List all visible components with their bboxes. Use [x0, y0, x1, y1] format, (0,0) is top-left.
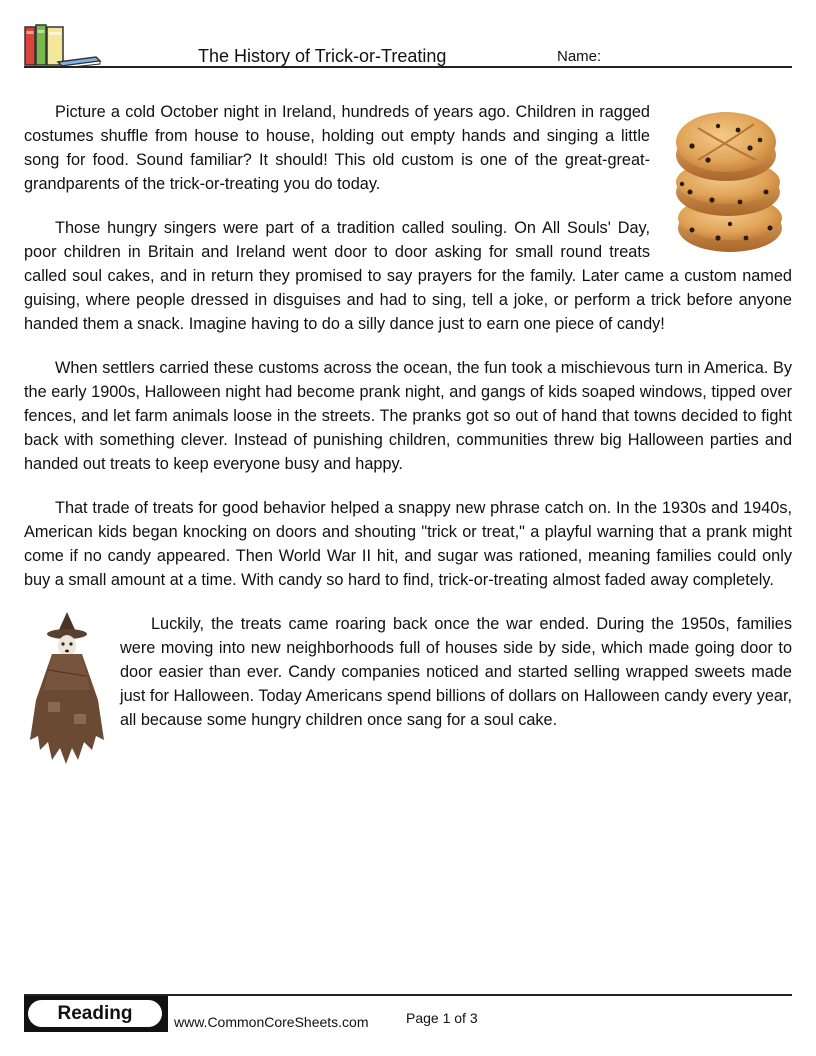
name-label: Name: [557, 48, 602, 65]
books-logo-icon [24, 22, 104, 68]
page-title: The History of Trick-or-Treating [198, 46, 447, 66]
page-footer [24, 994, 792, 1040]
reading-tab [24, 996, 168, 1032]
header-divider [24, 66, 792, 68]
site-url: www.CommonCoreSheets.com [174, 1014, 369, 1030]
paragraph-5: Luckily, the treats came roaring back once the war ended. During the 1950s, families were moving into new neighborhoods full of houses side by side, which made going door to door easier than ever. Candy companies noticed and started selling wrapped sweets made just for Halloween. Today Americans spend billions of dollars on Halloween candy every year, all because some hungry children once sang for a soul cake. [120, 615, 792, 729]
page-number: Page 1 of 3 [406, 1010, 478, 1026]
scarecrow-costume-image [28, 610, 106, 770]
paragraph-1: Picture a cold October night in Ireland, hundreds of years ago. Children in ragged costumes shuffle from house to house, holding out empty hands and singing a little song for food. Sound familiar? It should! This old custom is one of the great-great-grandparents of the trick-or-treating you do today. [24, 103, 650, 193]
paragraph-2: Those hungry singers were part of a tradition called souling. On All Souls' Day, poor children in Britain and Ireland went door to door asking for small round treats called soul cakes, and in return they promised to say prayers for the family. Later came a custom named guising, where people dressed in disguises and had to sing, tell a joke, or perform a trick before anyone handed them a snack. Imagine having to do a silly dance just to earn one piece of candy! [24, 219, 792, 333]
reading-label: Reading [28, 1000, 162, 1027]
article-body [24, 100, 792, 770]
soul-cakes-image [668, 100, 792, 260]
page-header [24, 22, 792, 70]
paragraph-3: When settlers carried these customs across the ocean, the fun took a mischievous turn in America. By the early 1900s, Halloween night had become prank night, and gangs of kids soaped windows, tipped over fences, and let farm animals loose in the streets. The pranks got so out of hand that towns decided to fight back with something clever. Instead of punishing children, communities threw big Halloween parties and handed out treats to keep everyone busy and happy. [24, 359, 792, 473]
paragraph-4: That trade of treats for good behavior helped a snappy new phrase catch on. In the 1930s and 1940s, American kids began knocking on doors and shouting "trick or treat," a playful warning that a prank might come if no candy appeared. Then World War II hit, and sugar was rationed, meaning families could only buy a small amount at a time. With candy so hard to find, trick-or-treating almost faded away completely. [24, 499, 792, 589]
